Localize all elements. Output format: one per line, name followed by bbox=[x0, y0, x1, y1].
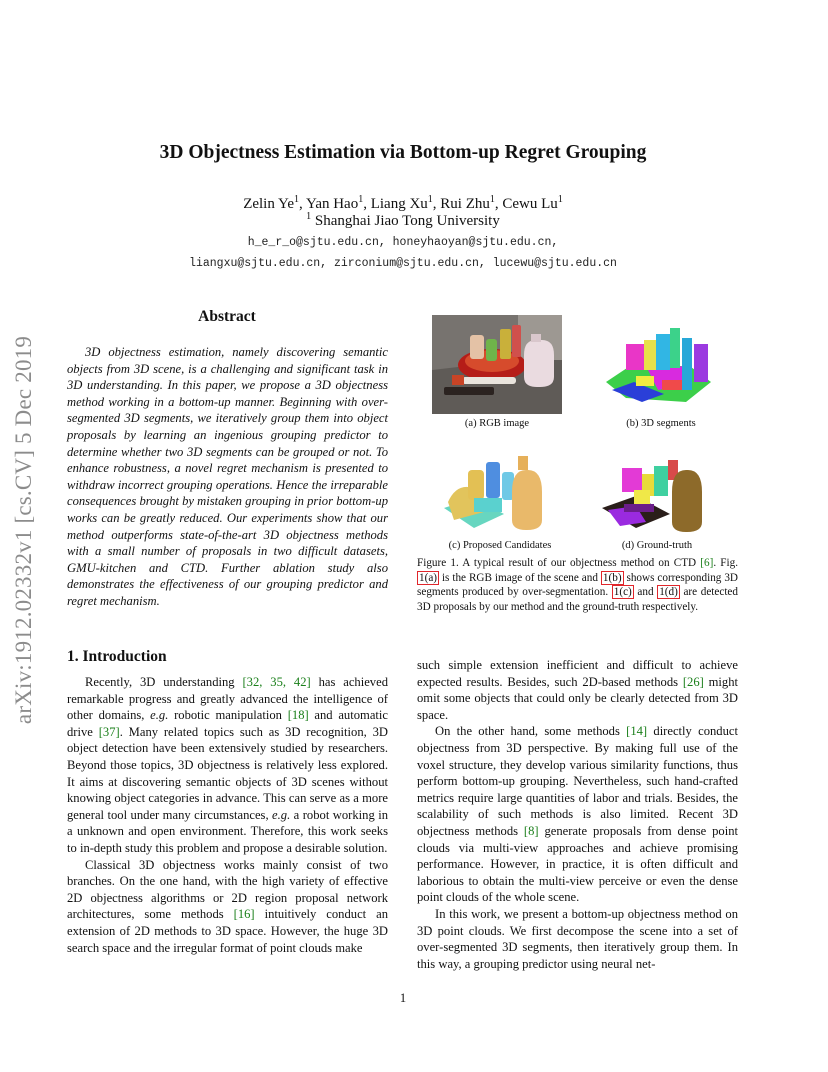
figure-proposed-candidates bbox=[440, 448, 560, 536]
figure-ref-link[interactable]: 1(c) bbox=[613, 586, 632, 599]
paper-title: 3D Objectness Estimation via Bottom-up Regret Grouping bbox=[159, 142, 647, 163]
affiliation: $^1$ Shanghai Jiao Tong University bbox=[306, 211, 500, 229]
author-name: Cewu Lu bbox=[502, 196, 558, 212]
citation-link[interactable]: [14] bbox=[626, 724, 648, 739]
author-list: Zelin Ye$^1$, Yan Hao$^1$, Liang Xu$^1$, Rui Zhu$^1$, Cewu Lu$^1$ bbox=[243, 194, 563, 212]
subcaption-a: (a) RGB image bbox=[464, 418, 530, 429]
abstract-heading: Abstract bbox=[198, 308, 256, 325]
figure-ref-link[interactable]: 1(d) bbox=[659, 586, 678, 599]
figure-caption: Figure 1. A typical result of our objectness method on CTD [6]. Fig. 1(a) is the RGB image of the scene and 1(b) shows corresponding 3D segments produced by over-segmentation. 1(c) and 1(d) are detected 3D proposals by our method and the ground-truth respectively. bbox=[417, 557, 739, 613]
right-column-body bbox=[417, 657, 738, 972]
left-column-body bbox=[67, 674, 388, 956]
author-emails-line2: liangxu@sjtu.edu.cn, zirconium@sjtu.edu.cn, lucewu@sjtu.edu.cn bbox=[189, 257, 617, 270]
subcaption-d: (d) Ground-truth bbox=[621, 540, 693, 551]
paragraph: In this work, we present a bottom-up objectness method on 3D point clouds. We first decompose the scene into a set of over-segmented 3D segments, then iteratively group them. In this way, a grouping predictor using neural net- bbox=[417, 906, 738, 971]
subcaption-b: (b) 3D segments bbox=[626, 418, 696, 429]
arxiv-watermark: arXiv:1912.02332v1 [cs.CV] 5 Dec 2019 bbox=[11, 335, 36, 725]
subcaption-c: (c) Proposed Candidates bbox=[448, 540, 552, 551]
paragraph: such simple extension inefficient and difficult to achieve expected results. Besides, such 2D-based methods [26] might omit some objects that could only be clearly detected from 3D space. bbox=[417, 658, 739, 722]
figure-rgb-image bbox=[432, 315, 562, 414]
paragraph: On the other hand, some methods [14] directly conduct objectness from 3D perspective. By making full use of the voxel structure, they develop various similarity functions, thus perform bottom-up grouping. Nevertheless, such hand-crafted metrics require large quantities of labor and trials. Besides, the scalability of such methods is also limited. Recent 3D objectness methods [8] generate proposals from dense point clouds via multi-view approaches and achieve promising performance. However, in practice, it is often difficult and laborious to obtain the multi-view perceive or even the dense point clouds of the whole scene. bbox=[417, 724, 739, 905]
citation-link[interactable]: [32, 35, 42] bbox=[242, 675, 311, 689]
author-emails-line1: h_e_r_o@sjtu.edu.cn, honeyhaoyan@sjtu.edu.cn, bbox=[247, 236, 559, 249]
citation-link[interactable]: [16] bbox=[233, 907, 255, 922]
citation-link[interactable]: [37] bbox=[98, 724, 120, 739]
figure-ref-link[interactable]: 1(b) bbox=[602, 571, 622, 584]
author-name: Yan Hao bbox=[305, 196, 359, 212]
figure-ref-link[interactable]: 1(a) bbox=[419, 571, 438, 584]
citation-link[interactable]: [6] bbox=[700, 557, 714, 569]
citation-link[interactable]: [26] bbox=[682, 674, 704, 689]
author-name: Rui Zhu bbox=[440, 196, 490, 212]
page-number: 1 bbox=[399, 991, 407, 1005]
citation-link[interactable]: [8] bbox=[523, 823, 539, 838]
author-name: Zelin Ye bbox=[243, 196, 295, 212]
citation-link[interactable]: [18] bbox=[287, 708, 309, 723]
figure-ground-truth bbox=[598, 450, 718, 538]
abstract-body: 3D objectness estimation, namely discovering semantic objects from 3D scene, is a challenging and significant task in 3D understanding. In this paper, we propose a 3D objectness method working in a bottom-up manner. Beginning with over-segmented 3D segments, we iteratively group them into object proposals by learning an ingenious grouping predictor to determine whether two 3D segments can be grouped or not. To enhance robustness, a novel regret mechanism is presented to withdraw incorrect grouping operations. Hence the irreparable consequences brought by mistaken grouping in prior bottom-up works can be greatly reduced. Our experiments show that our method outperforms state-of-the-art 3D objectness methods with a small number of proposals in two difficult datasets, GMU-kitchen and CTD. Further ablation study also demonstrates the effectiveness of our grouping predictor and regret mechanism. bbox=[67, 345, 388, 608]
author-name: Liang Xu bbox=[370, 196, 428, 212]
figure-3d-segments bbox=[596, 320, 726, 410]
paragraph: Recently, 3D understanding [32, 35, 42] has achieved remarkable progress and greatly advanced the intelligence of other domains, e.g. robotic manipulation [18] and automatic drive [37]. Many related topics such as 3D recognition, 3D object detection have been extensively studied by researchers. Beyond those topics, 3D objectness is relatively less explored. It aims at discovering semantic objects of 3D scenes without knowing object categories in advance. This can serve as a more general tool under many circumstances, e.g. a robot working in a unknown and open environment. Therefore, this work seeks to in-depth study this problem and propose a desirable solution. bbox=[67, 675, 388, 855]
section-heading-introduction: 1. Introduction bbox=[67, 648, 167, 665]
paragraph: Classical 3D objectness works mainly consist of two branches. On the one hand, with the high variety of effective 2D objectness algorithms or 2D region proposal network architectures, some methods [16] intuitively conduct an extension of 2D methods to 3D space. However, the huge 3D search space and the irregular format of point clouds make bbox=[67, 857, 389, 955]
